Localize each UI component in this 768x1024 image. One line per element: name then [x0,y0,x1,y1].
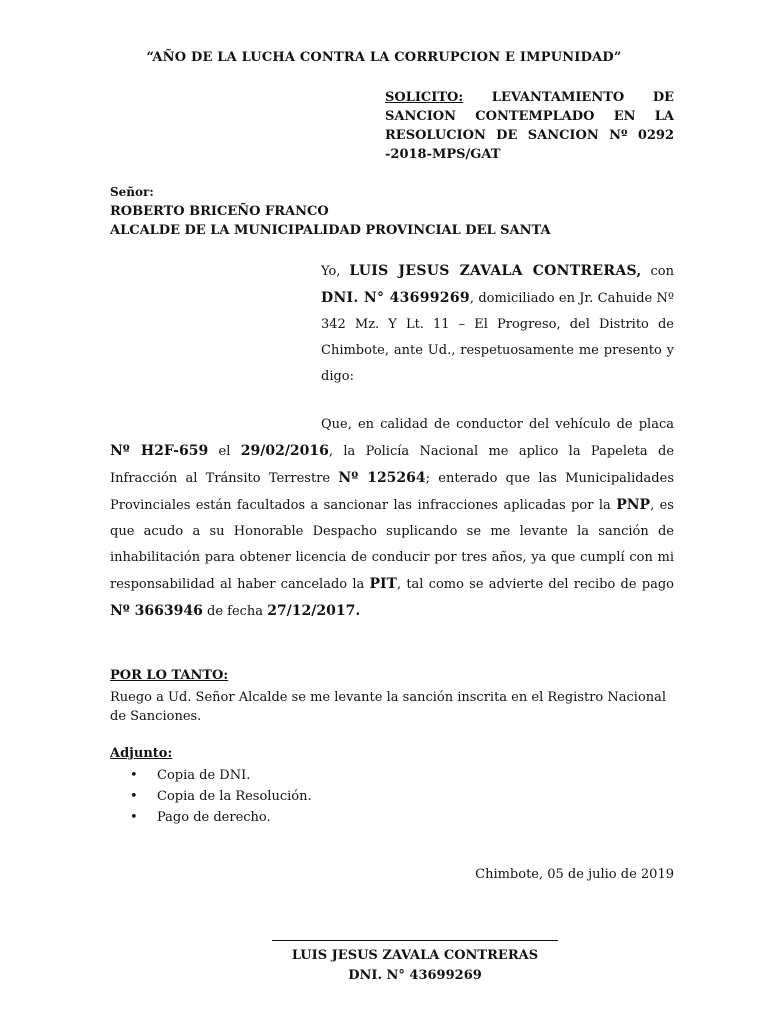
intro-rest: , domiciliado en Jr. Cahuide Nº 342 Mz. Y Lt. 11 – El Progreso, del Distrito de Chimbote, ante Ud., respetuosamente me presento y digo: [321,291,674,384]
body-text-7: de fecha [207,604,264,619]
placa-number: Nº H2F-659 [110,443,209,459]
signature-name: LUIS JESUS ZAVALA CONTRERAS [291,948,539,963]
intro-paragraph [321,258,674,390]
intro-name: LUIS JESUS ZAVALA CONTRERAS, [349,263,642,279]
signature-block [0,946,768,986]
list-item-text: Copia de la Resolución. [157,789,312,804]
addressee-name: ROBERTO BRICEÑO FRANCO [110,204,329,219]
body-text-1: Que, en calidad de conductor del vehículo de placa [321,417,674,432]
payment-date: 27/12/2017. [267,603,361,619]
document-title: “AÑO DE LA LUCHA CONTRA LA CORRUPCION E IMPUNIDAD” [146,50,622,65]
infraction-date: 29/02/2016 [240,443,329,459]
body-text-6: , tal como se advierte del recibo de pago [396,577,674,592]
por-lo-tanto-heading: POR LO TANTO: [110,668,229,683]
recibo-number: Nº 3663946 [110,603,203,619]
pit-acronym: PIT [369,576,397,592]
date-line: Chimbote, 05 de julio de 2019 [475,867,674,882]
body-paragraph [110,412,674,625]
solicito-block [385,88,674,164]
pnp-acronym: PNP [616,497,651,513]
list-item [130,807,312,828]
por-lo-tanto-text: Ruego a Ud. Señor Alcalde se me levante la sanción inscrita en el Registro Nacional de Sanciones. [110,690,667,724]
adjunto-list [130,765,312,828]
intro-yo: Yo, [321,264,341,279]
list-item-text: Pago de derecho. [157,810,271,825]
list-item [130,765,312,786]
body-text-5: , es que acudo a su Honorable Despacho suplicando se me levante la sanción de inhabilitación para obtener licencia de conducir por tres años, ya que cumplí con mi responsabilidad al haber cancelado la [110,498,674,592]
salutation: Señor: [110,185,154,199]
adjunto-heading: Adjunto: [110,746,173,761]
body-text-4: ; enterado que las Municipalidades Provinciales están facultados a sancionar las infracciones aplicadas por la [110,471,674,513]
signature-line [272,940,558,941]
bullet-icon: • [130,768,138,783]
bullet-icon: • [130,789,138,804]
papeleta-number: Nº 125264 [338,470,426,486]
bullet-icon: • [130,810,138,825]
intro-dni: DNI. N° 43699269 [321,290,470,306]
body-text-3: , la Policía Nacional me aplico la Papeleta de Infracción al Tránsito Terrestre [110,444,675,486]
addressee-block [110,183,551,240]
solicito-label: SOLICITO: [385,90,464,105]
solicito-text: LEVANTAMIENTO DE SANCION CONTEMPLADO EN LA RESOLUCION DE SANCION Nº 0292 -2018-MPS/GAT [385,90,674,162]
signature-dni: DNI. N° 43699269 [348,968,482,983]
intro-con: con [650,264,674,279]
addressee-position: ALCALDE DE LA MUNICIPALIDAD PROVINCIAL DEL SANTA [110,223,551,238]
list-item-text: Copia de DNI. [157,768,251,783]
body-text-2: el [218,444,231,459]
list-item [130,786,312,807]
